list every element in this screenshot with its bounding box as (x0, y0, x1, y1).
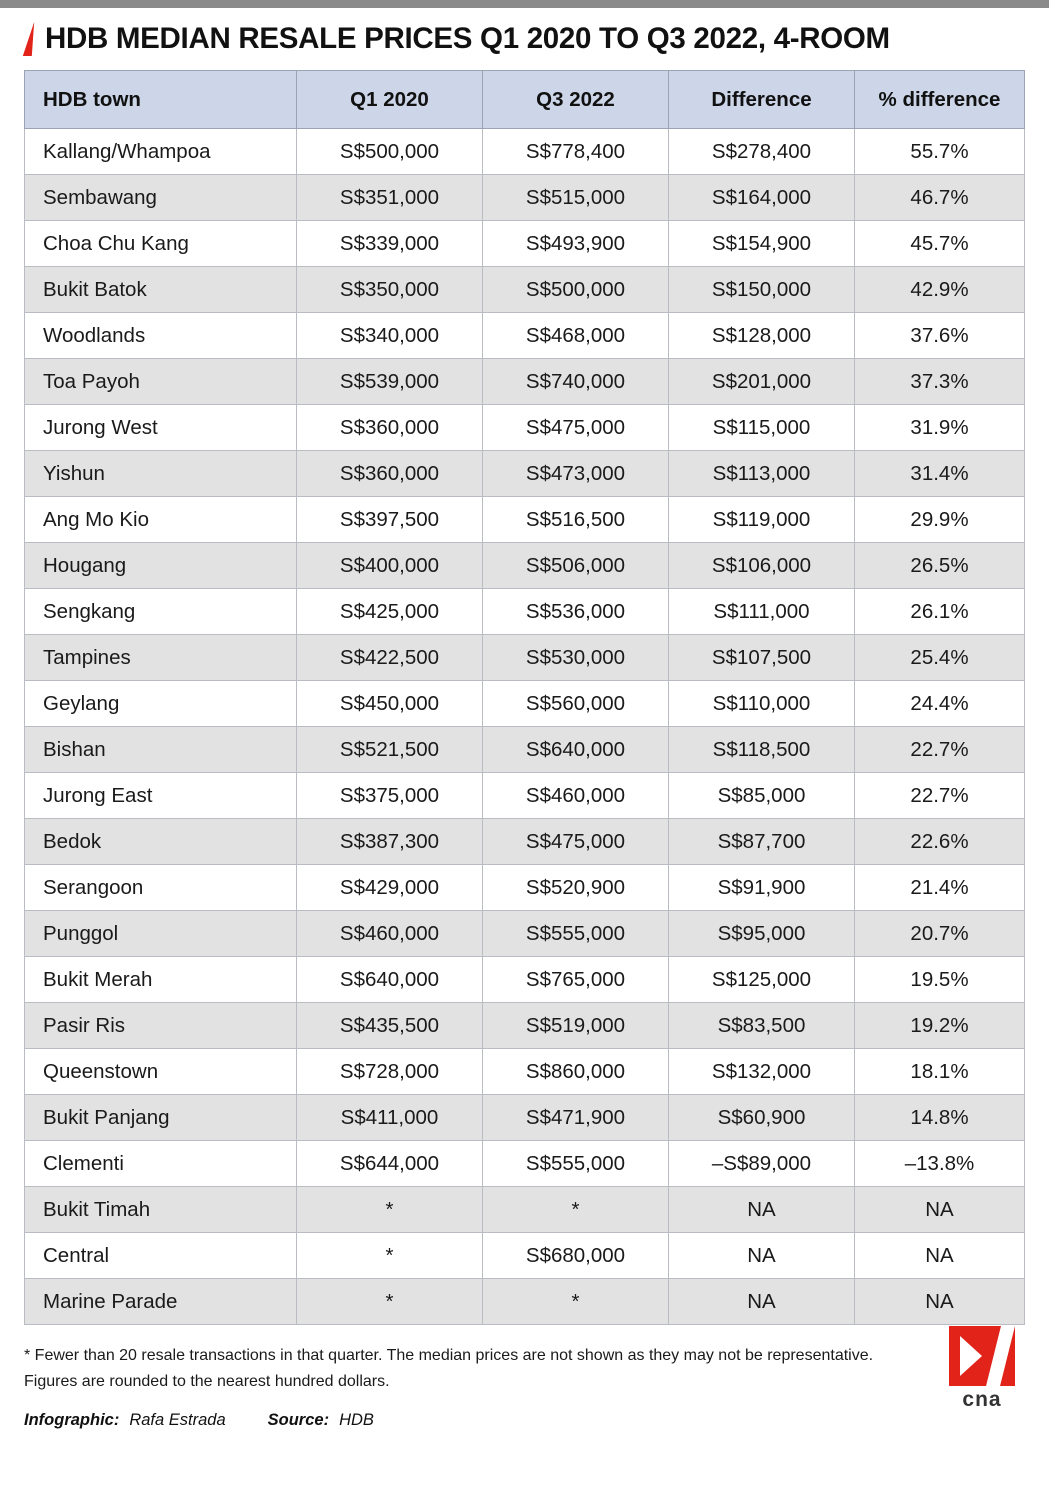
cell-difference: S$83,500 (669, 1003, 855, 1049)
cell-pct-difference: 22.7% (855, 773, 1025, 819)
cell-town: Bishan (25, 727, 297, 773)
cell-pct-difference: 20.7% (855, 911, 1025, 957)
cell-town: Central (25, 1233, 297, 1279)
table-row (25, 773, 1025, 819)
cell-pct-difference: 31.9% (855, 405, 1025, 451)
table-row (25, 727, 1025, 773)
cell-town: Pasir Ris (25, 1003, 297, 1049)
table-row (25, 1003, 1025, 1049)
footnotes (24, 1347, 1024, 1391)
cell-q1-2020: S$728,000 (297, 1049, 483, 1095)
cell-q3-2022: S$555,000 (483, 1141, 669, 1187)
cell-q3-2022: S$778,400 (483, 129, 669, 175)
cell-q3-2022: S$500,000 (483, 267, 669, 313)
cell-difference: S$87,700 (669, 819, 855, 865)
cell-town: Bedok (25, 819, 297, 865)
cell-q1-2020: S$411,000 (297, 1095, 483, 1141)
cell-difference: S$113,000 (669, 451, 855, 497)
cell-q1-2020: S$351,000 (297, 175, 483, 221)
cell-q1-2020: S$375,000 (297, 773, 483, 819)
cna-logo (941, 1326, 1023, 1412)
cell-q1-2020: S$539,000 (297, 359, 483, 405)
cell-town: Bukit Timah (25, 1187, 297, 1233)
cell-difference: S$60,900 (669, 1095, 855, 1141)
cell-pct-difference: 37.6% (855, 313, 1025, 359)
cell-q3-2022: S$471,900 (483, 1095, 669, 1141)
cell-q1-2020: S$360,000 (297, 451, 483, 497)
cell-q1-2020: S$644,000 (297, 1141, 483, 1187)
page-title: HDB MEDIAN RESALE PRICES Q1 2020 TO Q3 2022, 4-ROOM (45, 22, 890, 55)
table-row (25, 1187, 1025, 1233)
cell-difference: –S$89,000 (669, 1141, 855, 1187)
cell-pct-difference: 29.9% (855, 497, 1025, 543)
cell-pct-difference: 37.3% (855, 359, 1025, 405)
cell-q3-2022: S$493,900 (483, 221, 669, 267)
table-header-row (25, 71, 1025, 129)
cell-q1-2020: S$387,300 (297, 819, 483, 865)
cell-q3-2022: S$536,000 (483, 589, 669, 635)
cell-town: Woodlands (25, 313, 297, 359)
cell-q3-2022: S$560,000 (483, 681, 669, 727)
cell-difference: S$106,000 (669, 543, 855, 589)
table-row (25, 543, 1025, 589)
cell-q3-2022: S$520,900 (483, 865, 669, 911)
cell-q1-2020: S$350,000 (297, 267, 483, 313)
cell-difference: NA (669, 1187, 855, 1233)
cell-pct-difference: 22.6% (855, 819, 1025, 865)
cell-town: Sembawang (25, 175, 297, 221)
table-row (25, 1279, 1025, 1325)
cell-pct-difference: 42.9% (855, 267, 1025, 313)
cell-town: Bukit Merah (25, 957, 297, 1003)
cell-town: Serangoon (25, 865, 297, 911)
footnote-asterisk: * Fewer than 20 resale transactions in that quarter. The median prices are not shown as they may not be representative. (24, 1347, 874, 1364)
cell-q1-2020: S$435,500 (297, 1003, 483, 1049)
cell-q3-2022: S$740,000 (483, 359, 669, 405)
top-accent-bar (0, 0, 1049, 8)
cell-pct-difference: 26.5% (855, 543, 1025, 589)
table-row (25, 1095, 1025, 1141)
cell-q3-2022: S$515,000 (483, 175, 669, 221)
cell-town: Punggol (25, 911, 297, 957)
cell-q1-2020: S$640,000 (297, 957, 483, 1003)
cell-q3-2022: S$473,000 (483, 451, 669, 497)
cell-q3-2022: S$530,000 (483, 635, 669, 681)
cell-q3-2022: * (483, 1279, 669, 1325)
cell-town: Sengkang (25, 589, 297, 635)
table-row (25, 129, 1025, 175)
table-row (25, 313, 1025, 359)
cell-q1-2020: S$397,500 (297, 497, 483, 543)
table-row (25, 497, 1025, 543)
cell-q1-2020: S$429,000 (297, 865, 483, 911)
cell-difference: S$85,000 (669, 773, 855, 819)
cell-q1-2020: S$450,000 (297, 681, 483, 727)
source-value: HDB (339, 1411, 374, 1429)
column-header-difference: Difference (669, 71, 855, 129)
cell-q3-2022: S$516,500 (483, 497, 669, 543)
table-row (25, 589, 1025, 635)
cell-difference: S$91,900 (669, 865, 855, 911)
cell-town: Tampines (25, 635, 297, 681)
column-header-q3-2022: Q3 2022 (483, 71, 669, 129)
table-row (25, 221, 1025, 267)
cell-difference: NA (669, 1233, 855, 1279)
table-header (25, 71, 1025, 129)
cell-q3-2022: S$765,000 (483, 957, 669, 1003)
cell-pct-difference: NA (855, 1279, 1025, 1325)
cell-pct-difference: –13.8% (855, 1141, 1025, 1187)
cell-q3-2022: S$860,000 (483, 1049, 669, 1095)
cell-town: Yishun (25, 451, 297, 497)
cell-town: Hougang (25, 543, 297, 589)
cell-q3-2022: S$555,000 (483, 911, 669, 957)
cell-difference: S$115,000 (669, 405, 855, 451)
cell-q3-2022: S$460,000 (483, 773, 669, 819)
title-row (0, 8, 1049, 66)
infographic-value: Rafa Estrada (129, 1411, 226, 1429)
cell-difference: S$95,000 (669, 911, 855, 957)
cell-town: Bukit Panjang (25, 1095, 297, 1141)
source-label: Source: (267, 1411, 330, 1429)
cell-q3-2022: S$640,000 (483, 727, 669, 773)
table-row (25, 681, 1025, 727)
cna-logo-icon (949, 1326, 1015, 1386)
cell-town: Queenstown (25, 1049, 297, 1095)
cell-q3-2022: S$680,000 (483, 1233, 669, 1279)
cell-pct-difference: 55.7% (855, 129, 1025, 175)
table-row (25, 957, 1025, 1003)
cell-town: Clementi (25, 1141, 297, 1187)
table-row (25, 1049, 1025, 1095)
cell-town: Choa Chu Kang (25, 221, 297, 267)
cell-difference: S$118,500 (669, 727, 855, 773)
infographic-page (0, 8, 1049, 1430)
cell-pct-difference: 24.4% (855, 681, 1025, 727)
cell-pct-difference: NA (855, 1233, 1025, 1279)
red-tick-icon (23, 22, 34, 56)
cell-pct-difference: 19.5% (855, 957, 1025, 1003)
cell-town: Bukit Batok (25, 267, 297, 313)
credits (24, 1411, 1049, 1430)
cell-q1-2020: S$339,000 (297, 221, 483, 267)
cell-pct-difference: NA (855, 1187, 1025, 1233)
column-header-q1-2020: Q1 2020 (297, 71, 483, 129)
table-row (25, 1233, 1025, 1279)
table-row (25, 1141, 1025, 1187)
table-row (25, 819, 1025, 865)
cell-difference: S$132,000 (669, 1049, 855, 1095)
cell-difference: NA (669, 1279, 855, 1325)
cell-difference: S$111,000 (669, 589, 855, 635)
cell-q3-2022: S$475,000 (483, 819, 669, 865)
table-row (25, 405, 1025, 451)
column-header-town: HDB town (25, 71, 297, 129)
table-body (25, 129, 1025, 1325)
column-header-pct-difference: % difference (855, 71, 1025, 129)
cell-difference: S$128,000 (669, 313, 855, 359)
cell-town: Toa Payoh (25, 359, 297, 405)
cell-q3-2022: * (483, 1187, 669, 1233)
cell-pct-difference: 26.1% (855, 589, 1025, 635)
cell-q1-2020: S$422,500 (297, 635, 483, 681)
footnote-rounding: Figures are rounded to the nearest hundred dollars. (24, 1373, 390, 1390)
hdb-prices-table (24, 70, 1025, 1325)
cell-q3-2022: S$506,000 (483, 543, 669, 589)
cell-town: Jurong West (25, 405, 297, 451)
cell-pct-difference: 21.4% (855, 865, 1025, 911)
cell-q1-2020: S$340,000 (297, 313, 483, 359)
table-row (25, 635, 1025, 681)
cell-difference: S$278,400 (669, 129, 855, 175)
cell-town: Jurong East (25, 773, 297, 819)
cell-difference: S$110,000 (669, 681, 855, 727)
cell-pct-difference: 45.7% (855, 221, 1025, 267)
cell-pct-difference: 46.7% (855, 175, 1025, 221)
cell-q1-2020: S$400,000 (297, 543, 483, 589)
cell-q3-2022: S$475,000 (483, 405, 669, 451)
table-row (25, 451, 1025, 497)
cell-difference: S$154,900 (669, 221, 855, 267)
cell-q1-2020: S$360,000 (297, 405, 483, 451)
cell-difference: S$107,500 (669, 635, 855, 681)
cell-q1-2020: * (297, 1279, 483, 1325)
cell-pct-difference: 31.4% (855, 451, 1025, 497)
table-row (25, 267, 1025, 313)
cell-q3-2022: S$519,000 (483, 1003, 669, 1049)
cell-q1-2020: * (297, 1187, 483, 1233)
cna-logo-text: cna (962, 1388, 1002, 1411)
table-row (25, 911, 1025, 957)
cell-difference: S$164,000 (669, 175, 855, 221)
cell-difference: S$119,000 (669, 497, 855, 543)
cell-town: Ang Mo Kio (25, 497, 297, 543)
cell-pct-difference: 18.1% (855, 1049, 1025, 1095)
cell-q1-2020: S$500,000 (297, 129, 483, 175)
cell-town: Kallang/Whampoa (25, 129, 297, 175)
cell-town: Marine Parade (25, 1279, 297, 1325)
cell-pct-difference: 22.7% (855, 727, 1025, 773)
table-row (25, 359, 1025, 405)
cell-q1-2020: * (297, 1233, 483, 1279)
cell-q1-2020: S$425,000 (297, 589, 483, 635)
cell-difference: S$201,000 (669, 359, 855, 405)
cell-difference: S$125,000 (669, 957, 855, 1003)
cell-q1-2020: S$460,000 (297, 911, 483, 957)
cell-pct-difference: 19.2% (855, 1003, 1025, 1049)
infographic-label: Infographic: (24, 1411, 120, 1429)
cell-pct-difference: 14.8% (855, 1095, 1025, 1141)
cell-difference: S$150,000 (669, 267, 855, 313)
cell-pct-difference: 25.4% (855, 635, 1025, 681)
table-row (25, 865, 1025, 911)
table-row (25, 175, 1025, 221)
cell-q1-2020: S$521,500 (297, 727, 483, 773)
cell-town: Geylang (25, 681, 297, 727)
cell-q3-2022: S$468,000 (483, 313, 669, 359)
